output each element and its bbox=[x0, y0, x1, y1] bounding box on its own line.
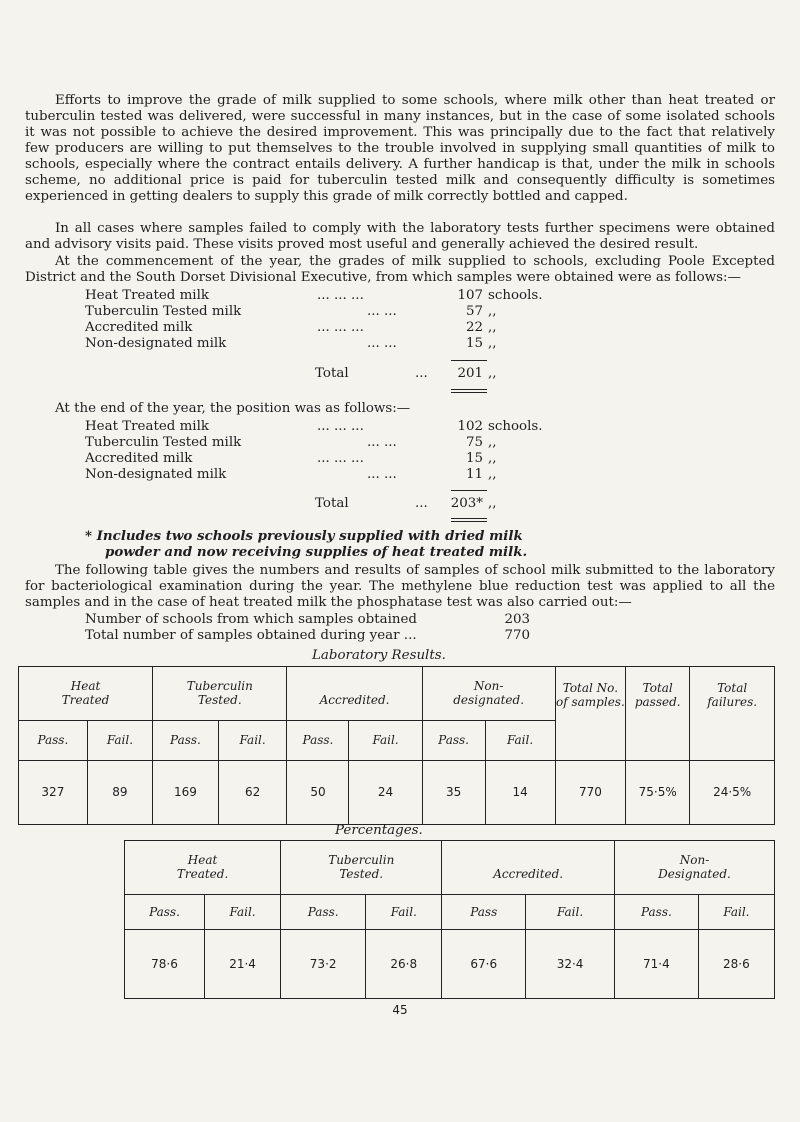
start-of-year-total: Total ... 201 ,, bbox=[315, 366, 497, 381]
sub-header: Pass. bbox=[422, 720, 485, 760]
sub-header: Fail. bbox=[485, 720, 555, 760]
paragraph-end-of-year: At the end of the year, the position was as follows:— bbox=[55, 401, 411, 416]
summary-list bbox=[85, 612, 545, 644]
value-cell: 14 bbox=[485, 760, 555, 824]
header-non-designated: Non- designated. bbox=[422, 667, 555, 720]
value-cell: 73·2 bbox=[281, 929, 366, 998]
header-heat-treated: Heat Treated. bbox=[125, 841, 281, 894]
percentages-caption: Percentages. bbox=[335, 823, 423, 838]
header-accredited: Accredited. bbox=[287, 667, 422, 720]
total-label: Total bbox=[315, 366, 349, 381]
value-cell: 67·6 bbox=[442, 929, 526, 998]
sub-header: Fail. bbox=[366, 894, 442, 929]
value-cell: 28·6 bbox=[698, 929, 774, 998]
percentages-table bbox=[124, 841, 775, 999]
header-total-failures: Total failures. bbox=[690, 667, 775, 760]
list-item: Tuberculin Tested milk ... ... 75 ,, bbox=[85, 435, 497, 450]
end-of-year-total: Total ... 203* ,, bbox=[315, 496, 497, 511]
value-cell: 26·8 bbox=[366, 929, 442, 998]
start-of-year-list bbox=[85, 288, 545, 352]
list-item: Heat Treated milk ... ... ... 102 schools. bbox=[85, 419, 543, 434]
value-cell: 62 bbox=[218, 760, 287, 824]
sub-header: Pass. bbox=[281, 894, 366, 929]
sub-header: Pass. bbox=[287, 720, 349, 760]
list-item: Number of schools from which samples obtained 203 bbox=[85, 612, 530, 627]
value-cell: 32·4 bbox=[526, 929, 615, 998]
lab-results-table bbox=[18, 667, 775, 825]
value-cell: 71·4 bbox=[615, 929, 699, 998]
sub-header: Pass. bbox=[19, 720, 88, 760]
sub-header: Pass. bbox=[125, 894, 205, 929]
paragraph-table-intro: The following table gives the numbers and results of samples of school milk submitted to the laboratory for bacteriological examination during the year. The methylene blue reduction test was applied to all the samples and in the case of heat treated milk the phosphatase test was also carried out:— bbox=[25, 563, 775, 610]
lab-results-caption: Laboratory Results. bbox=[312, 648, 446, 663]
sub-header: Fail. bbox=[218, 720, 287, 760]
total-value: 203* bbox=[450, 496, 483, 511]
sub-header: Fail. bbox=[349, 720, 422, 760]
list-item: Non-designated milk ... ... 11 ,, bbox=[85, 467, 497, 482]
list-item: Heat Treated milk ... ... ... 107 schools. bbox=[85, 288, 543, 303]
list-item: Tuberculin Tested milk ... ... 57 ,, bbox=[85, 304, 497, 319]
sub-header: Fail. bbox=[698, 894, 774, 929]
value-cell: 89 bbox=[87, 760, 152, 824]
total-value: 201 bbox=[457, 366, 483, 381]
total-label: Total bbox=[315, 496, 349, 511]
sub-header: Fail. bbox=[87, 720, 152, 760]
table-row bbox=[19, 760, 775, 824]
value-cell: 35 bbox=[422, 760, 485, 824]
paragraph-samples-failed: In all cases where samples failed to comply with the laboratory tests further specimens were obtained and advisory visits paid. These visits proved most useful and generally achieved the desired result. bbox=[25, 221, 775, 252]
header-heat-treated: Heat Treated bbox=[19, 667, 153, 720]
header-accredited: Accredited. bbox=[442, 841, 615, 894]
header-tuberculin-tested: Tuberculin Tested. bbox=[153, 667, 287, 720]
value-cell: 78·6 bbox=[125, 929, 205, 998]
footnote: * Includes two schools previously supplied with dried milk powder and now receiving supplies of heat treated milk. bbox=[85, 528, 528, 560]
sub-header: Fail. bbox=[204, 894, 280, 929]
total-double-rule bbox=[451, 518, 487, 519]
total-double-rule bbox=[451, 389, 487, 390]
value-cell: 50 bbox=[287, 760, 349, 824]
total-passed-cell: 75·5% bbox=[626, 760, 690, 824]
sub-header: Fail. bbox=[526, 894, 615, 929]
value-cell: 24 bbox=[349, 760, 422, 824]
sub-header-row bbox=[125, 894, 775, 929]
value-cell: 327 bbox=[19, 760, 88, 824]
total-failures-cell: 24·5% bbox=[690, 760, 775, 824]
paragraph-milk-grade-efforts: Efforts to improve the grade of milk supplied to some schools, where milk other than heat treated or tuberculin tested was delivered, were successful in many instances, but in the case of some isolated schools it was not possible to achieve the desired improvement. This was principally due to the fact that relatively few producers are willing to put themselves to the trouble involved in supplying small quantities of milk to schools, especially where the contract entails delivery. A further handicap is that, under the milk in schools scheme, no additional price is paid for tuberculin tested milk and consequently difficulty is sometimes experienced in getting dealers to supply this grade of milk correctly bottled and capped. bbox=[25, 93, 775, 204]
subtotal-rule bbox=[451, 490, 487, 491]
total-no-cell: 770 bbox=[555, 760, 626, 824]
list-item: Non-designated milk ... ... 15 ,, bbox=[85, 336, 497, 351]
paragraph-commencement: At the commencement of the year, the grades of milk supplied to schools, excluding Poole Excepted District and the South Dorset Divisional Executive, from which samples were obtained were as follows:— bbox=[25, 254, 775, 285]
value-cell: 21·4 bbox=[204, 929, 280, 998]
sub-header: Pass. bbox=[615, 894, 699, 929]
sub-header: Pass bbox=[442, 894, 526, 929]
header-total-passed: Total passed. bbox=[626, 667, 690, 760]
end-of-year-list bbox=[85, 419, 565, 483]
subtotal-rule bbox=[451, 360, 487, 361]
list-item: Total number of samples obtained during year ... 770 bbox=[85, 628, 530, 643]
list-item: Accredited milk ... ... ... 15 ,, bbox=[85, 451, 497, 466]
header-total-no: Total No. of samples. bbox=[555, 667, 626, 760]
value-cell: 169 bbox=[153, 760, 219, 824]
sub-header: Pass. bbox=[153, 720, 219, 760]
list-item: Accredited milk ... ... ... 22 ,, bbox=[85, 320, 497, 335]
header-non-designated: Non- Designated. bbox=[615, 841, 775, 894]
table-row bbox=[125, 929, 775, 998]
header-tuberculin-tested: Tuberculin Tested. bbox=[281, 841, 442, 894]
page-number: 45 bbox=[392, 1003, 408, 1017]
